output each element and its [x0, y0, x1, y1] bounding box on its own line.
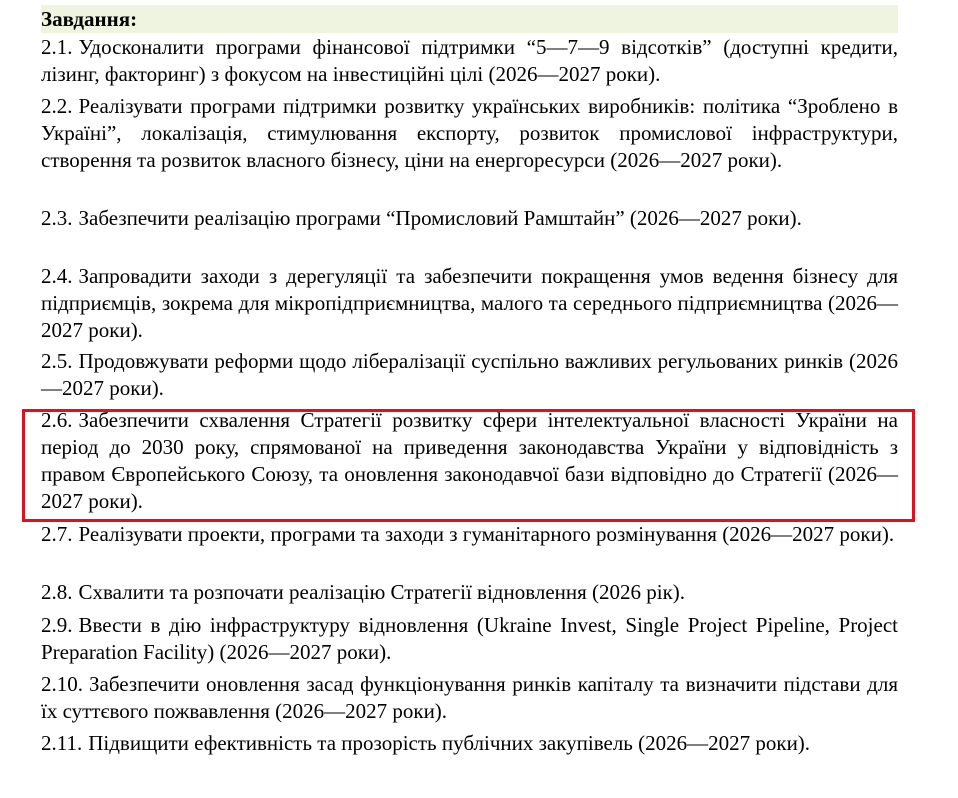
task-item [41, 205, 898, 259]
task-item [41, 671, 898, 725]
task-item [41, 263, 898, 344]
task-number: 2.1. [41, 35, 73, 59]
task-text: Забезпечити оновлення засад функціонування ринків капіталу та визначити підстави для їх суттєвого пожвавлення (2026—2027 роки). [41, 672, 898, 723]
task-number: 2.4. [41, 264, 73, 288]
task-text: Підвищити ефективність та прозорість публічних закупівель (2026—2027 роки). [88, 731, 811, 755]
task-item [41, 93, 898, 201]
task-text: Забезпечити реалізацію програми “Промисловий Рамштайн” (2026—2027 роки). [78, 206, 802, 230]
task-number: 2.9. [41, 613, 73, 637]
task-number: 2.7. [41, 522, 73, 546]
task-number: 2.3. [41, 206, 73, 230]
task-number: 2.6. [41, 408, 73, 432]
task-text: Реалізувати програми підтримки розвитку українських виробників: політика “Зроблено в Україні”, локалізація, стимулювання експорту, розвиток промислової інфраструктури, створення та розвиток власного бізнесу, ціни на енергоресурси (2026—2027 роки). [41, 94, 898, 172]
task-number: 2.2. [41, 94, 73, 118]
task-text: Продовжувати реформи щодо лібералізації суспільно важливих регульованих ринків (2026—2027 роки). [41, 349, 898, 400]
task-number: 2.11. [41, 731, 83, 755]
task-item [41, 348, 898, 402]
document-body [41, 5, 898, 784]
task-number: 2.8. [41, 580, 73, 604]
task-text: Ввести в дію інфраструктуру відновлення (Ukraine Invest, Single Project Pipeline, Project Preparation Facility) (2026—2027 роки). [41, 613, 898, 664]
section-title: Завдання: [41, 7, 138, 31]
task-text: Реалізувати проекти, програми та заходи з гуманітарного розмінування (2026—2027 роки). [78, 522, 895, 546]
task-item-highlighted [41, 407, 898, 515]
task-text: Схвалити та розпочати реалізацію Стратегії відновлення (2026 рік). [78, 580, 686, 604]
task-item [41, 521, 898, 575]
task-number: 2.10. [41, 672, 83, 696]
task-item [41, 730, 898, 784]
task-text: Забезпечити схвалення Стратегії розвитку сфери інтелектуальної власності України на період до 2030 року, спрямованої на приведення законодавства України у відповідність з правом Європейського Союзу, та оновлення законодавчої бази відповідно до Стратегії (2026—2027 роки). [41, 408, 898, 513]
section-header [41, 5, 898, 33]
task-text: Удосконалити програми фінансової підтримки “5—7—9 відсотків” (доступні кредити, лізинг, факторинг) з фокусом на інвестиційні цілі (2026—2027 роки). [41, 35, 898, 86]
task-text: Запровадити заходи з дерегуляції та забезпечити покращення умов ведення бізнесу для підприємців, зокрема для мікропідприємництва, малого та середнього підприємництва (2026—2027 роки). [41, 264, 898, 342]
task-item [41, 612, 898, 666]
task-number: 2.5. [41, 349, 73, 373]
task-item [41, 579, 898, 606]
task-item [41, 34, 898, 88]
